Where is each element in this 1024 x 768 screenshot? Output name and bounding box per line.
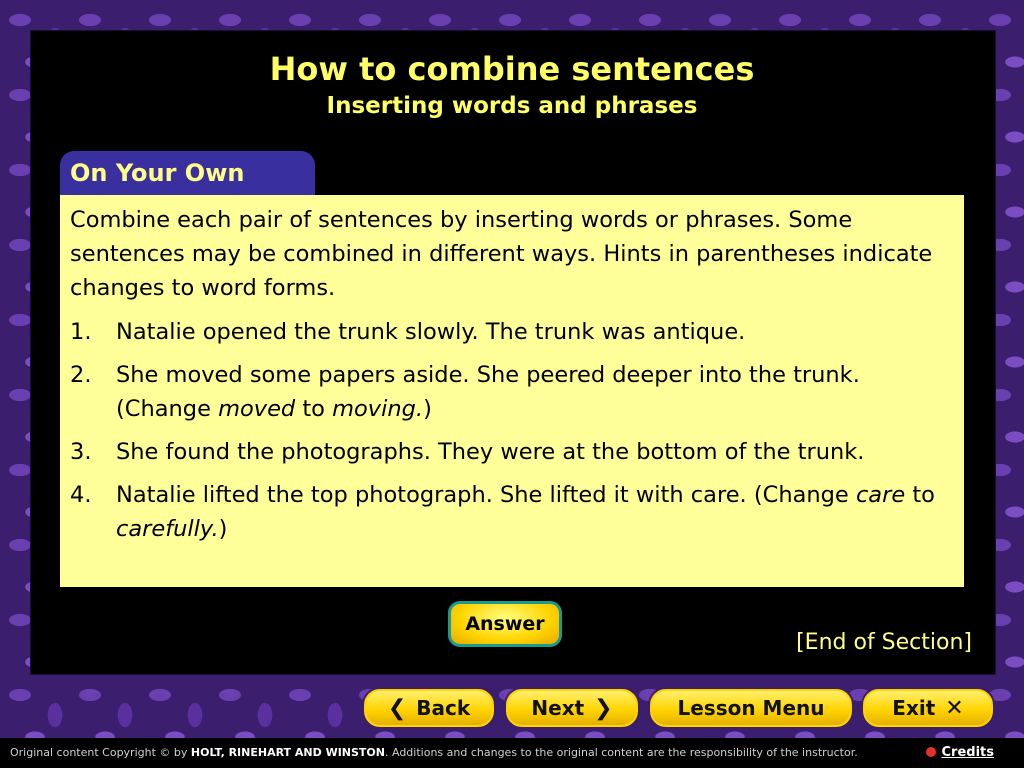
exercise-list (70, 315, 954, 546)
item-number: 2. (70, 362, 92, 388)
back-button[interactable] (362, 687, 496, 729)
item-text-part: to (295, 396, 333, 422)
end-of-section-label: [End of Section] (796, 630, 972, 655)
on-your-own-tab: On Your Own (60, 151, 315, 195)
page-title: How to combine sentences (269, 50, 755, 88)
list-item (70, 435, 954, 469)
item-text-part: ) (218, 516, 228, 542)
chevron-right-icon: ❯ (594, 695, 613, 721)
credits-label: Credits (941, 745, 994, 760)
next-button[interactable] (504, 687, 640, 729)
item-hint-word: carefully. (116, 516, 219, 542)
exercise-instructions: Combine each pair of sentences by inserting words or phrases. Some sentences may be combined in different ways. Hints in parentheses indicate changes to word forms. (70, 207, 933, 301)
list-item (70, 478, 954, 546)
publisher-name: HOLT, RINEHART AND WINSTON (190, 746, 385, 759)
item-text-part: Natalie lifted the top photograph. She lifted it with care. (Change (116, 482, 856, 508)
item-number: 1. (70, 319, 92, 345)
item-text (116, 358, 954, 426)
copyright-prefix: Original content Copyright © by (10, 746, 188, 759)
item-text-part: She moved some papers aside. She peered deeper into the trunk. (Change (116, 362, 860, 422)
item-hint-word: moving. (332, 396, 424, 422)
chevron-left-icon: ❮ (387, 695, 407, 721)
lesson-menu-label: Lesson Menu (677, 696, 825, 720)
item-number: 3. (70, 439, 92, 465)
exit-button[interactable] (861, 687, 995, 729)
list-item (70, 315, 954, 349)
item-text-part: to (905, 482, 935, 508)
exercise-panel (60, 195, 964, 587)
item-hint-word: moved (218, 396, 296, 422)
item-hint-word: care (855, 482, 906, 508)
copyright-suffix: . Additions and changes to the original content are the responsibility of the instructor. (385, 746, 858, 759)
answer-button[interactable]: Answer (448, 601, 562, 647)
item-text: Natalie opened the trunk slowly. The trunk was antique. (116, 319, 746, 345)
back-label: Back (416, 696, 471, 720)
footer-bar (0, 738, 1024, 768)
item-number: 4. (70, 482, 92, 508)
copyright-text (10, 738, 858, 768)
close-icon: ✕ (945, 695, 964, 721)
item-text (116, 478, 954, 546)
exit-label: Exit (892, 696, 936, 720)
credits-link[interactable] (926, 738, 994, 768)
item-text-part: ) (423, 396, 432, 422)
red-dot-icon (926, 747, 936, 757)
lesson-menu-button[interactable] (648, 687, 854, 729)
next-label: Next (531, 696, 585, 720)
list-item (70, 358, 954, 426)
item-text: She found the photographs. They were at the bottom of the trunk. (116, 439, 865, 465)
page-subtitle: Inserting words and phrases (326, 93, 698, 119)
